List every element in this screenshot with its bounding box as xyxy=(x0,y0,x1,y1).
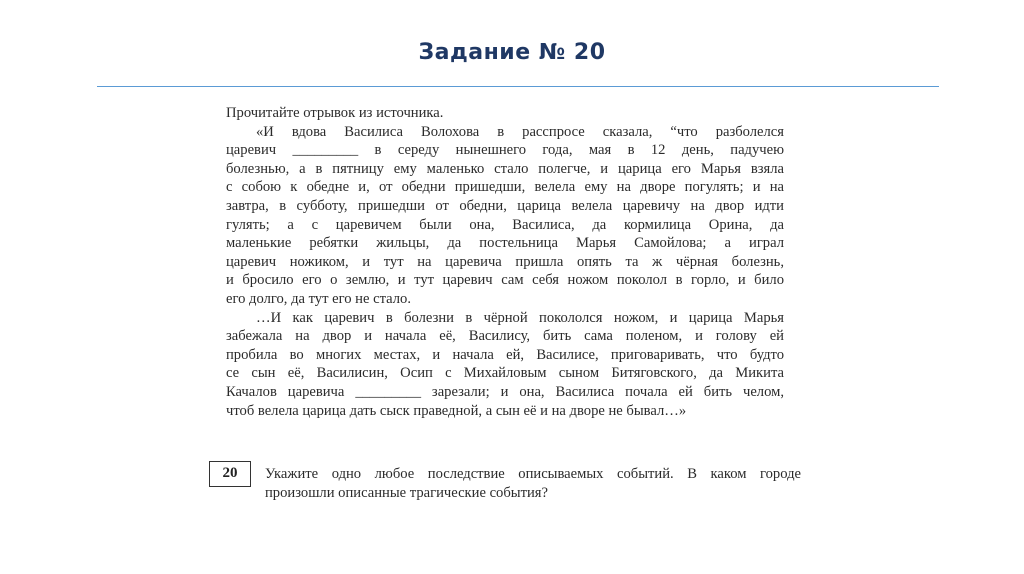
excerpt-line: завтра, в субботу, пришедши от обедни, царица велела царевичу на двор идти xyxy=(226,197,784,214)
excerpt-line: и бросило его о землю, и тут царевич сам себя ножом поколол в горло, и било xyxy=(226,272,784,289)
excerpt-line: гулять; а с царевичем были она, Василиса, да кормилица Орина, да xyxy=(226,216,784,233)
excerpt-line: с собою к обедне и, от обедни пришедши, велела ему на дворе погулять; и на xyxy=(226,179,784,196)
excerpt-line: «И вдова Василиса Волохова в расспросе сказала, “что разболелся xyxy=(256,123,784,140)
excerpt-intro: Прочитайте отрывок из источника. xyxy=(226,105,444,121)
task-number-box: 20 xyxy=(209,461,251,487)
slide-title: Задание № 20 xyxy=(418,40,606,65)
excerpt-line: болезнью, а в пятницу ему маленько стало полегче, и царица его Марья взяла xyxy=(226,160,784,177)
excerpt-line: се сын её, Василисин, Осип с Михайловым сыном Битяговского, да Микита xyxy=(226,365,784,382)
task-question xyxy=(265,465,801,502)
excerpt-line: царевич ножиком, и тут на царевича пришла опять та ж чёрная болезнь, xyxy=(226,253,784,270)
task-question-line: произошли описанные трагические события? xyxy=(265,484,548,501)
excerpt-line: чтоб велела царица дать сыск праведной, а сын её и на дворе не бывал…» xyxy=(226,402,687,419)
excerpt-line: …И как царевич в болезни в чёрной покололся ножом, и царица Марья xyxy=(256,309,784,326)
source-excerpt xyxy=(226,104,784,436)
task-block xyxy=(209,461,809,511)
excerpt-line: забежала на двор и начала её, Василису, бить сама поленом, и голову ей xyxy=(226,328,784,345)
excerpt-line: его долго, да тут его не стало. xyxy=(226,290,411,307)
title-divider xyxy=(97,86,939,87)
excerpt-line: пробила во многих местах, и начала ей, Василисе, приговаривать, что будто xyxy=(226,346,784,363)
excerpt-line: маленькие ребятки жильцы, да постельница Марья Самойлова; а играл xyxy=(226,235,784,252)
excerpt-line: Качалов царевича _________ зарезали; и она, Василиса почала ей бить челом, xyxy=(226,383,784,400)
excerpt-line: царевич _________ в середу нынешнего года, мая в 12 день, падучею xyxy=(226,142,784,159)
task-question-line: Укажите одно любое последствие описываемых событий. В каком городе xyxy=(265,466,801,482)
